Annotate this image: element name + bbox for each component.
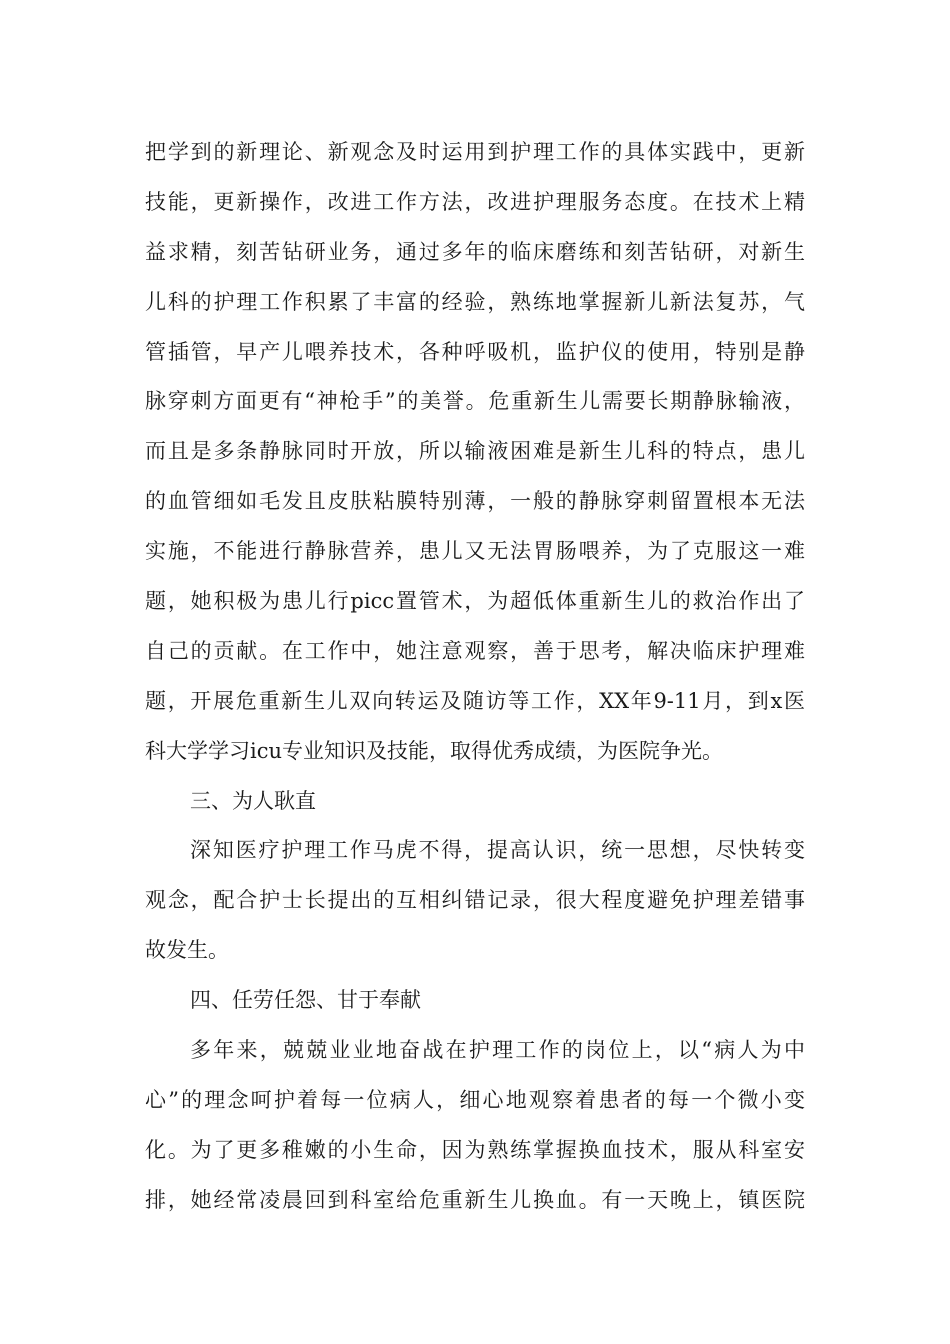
text-line: 题，开展危重新生儿双向转运及随访等工作，XX年9-11月，到x医 bbox=[145, 688, 805, 713]
text-line: 管插管，早产儿喂养技术，各种呼吸机，监护仪的使用，特别是静 bbox=[145, 339, 805, 364]
text-line: 脉穿刺方面更有“神枪手”的美誉。危重新生儿需要长期静脉输液， bbox=[145, 389, 805, 414]
text-line: 技能，更新操作，改进工作方法，改进护理服务态度。在技术上精 bbox=[145, 189, 805, 214]
text-line: 排，她经常凌晨回到科室给危重新生儿换血。有一天晚上，镇医院 bbox=[145, 1187, 805, 1212]
text-line: 化。为了更多稚嫩的小生命，因为熟练掌握换血技术，服从科室安 bbox=[145, 1137, 805, 1162]
paragraph-end-line: 科大学学习icu专业知识及技能，取得优秀成绩，为医院争光。 bbox=[145, 738, 724, 763]
text-line: 的血管细如毛发且皮肤粘膜特别薄，一般的静脉穿刺留置根本无法 bbox=[145, 489, 805, 514]
text-line: 实施，不能进行静脉营养，患儿又无法胃肠喂养，为了克服这一难 bbox=[145, 539, 805, 564]
text-line: 益求精，刻苦钻研业务，通过多年的临床磨练和刻苦钻研，对新生 bbox=[145, 239, 805, 264]
text-line: 深知医疗护理工作马虎不得，提高认识，统一思想，尽快转变 bbox=[190, 838, 805, 863]
section-heading-3: 三、为人耿直 bbox=[190, 788, 316, 813]
paragraph-end-line: 故发生。 bbox=[145, 938, 229, 963]
text-line: 而且是多条静脉同时开放，所以输液困难是新生儿科的特点，患儿 bbox=[145, 439, 805, 464]
text-line: 把学到的新理论、新观念及时运用到护理工作的具体实践中，更新 bbox=[145, 140, 805, 164]
text-line: 心”的理念呵护着每一位病人，细心地观察着患者的每一个微小变 bbox=[145, 1087, 805, 1112]
text-line: 儿科的护理工作积累了丰富的经验，熟练地掌握新儿新法复苏，气 bbox=[145, 289, 805, 314]
text-line: 题，她积极为患儿行picc置管术，为超低体重新生儿的救治作出了 bbox=[145, 589, 805, 614]
document-body bbox=[145, 128, 805, 1226]
text-line: 多年来，兢兢业业地奋战在护理工作的岗位上，以“病人为中 bbox=[190, 1038, 805, 1063]
section-heading-4: 四、任劳任怨、甘于奉献 bbox=[190, 988, 421, 1013]
text-line: 观念，配合护士长提出的互相纠错记录，很大程度避免护理差错事 bbox=[145, 888, 805, 913]
text-line: 自己的贡献。在工作中，她注意观察，善于思考，解决临床护理难 bbox=[145, 638, 805, 663]
